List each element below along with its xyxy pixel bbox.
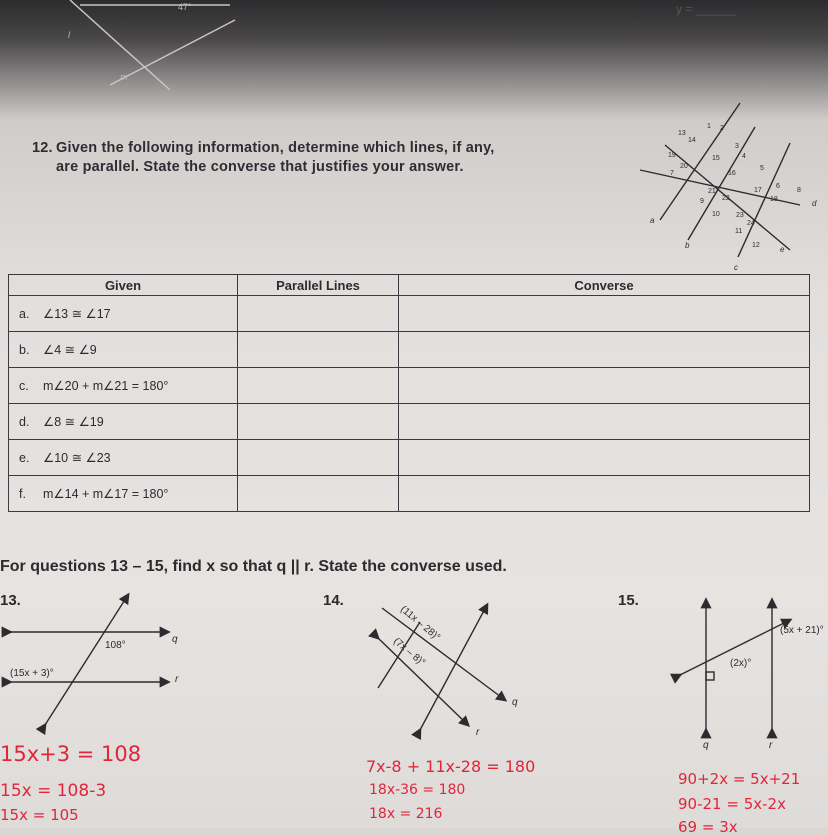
hw-q13-line2: 15x = 108-3	[0, 781, 107, 801]
q12-lines-diagram	[630, 95, 825, 275]
q15-label-r: r	[769, 740, 773, 750]
given-table	[8, 274, 810, 512]
row-label: b.	[19, 343, 30, 357]
angle-23: 23	[736, 212, 744, 219]
line-b	[688, 127, 755, 240]
question-12-line2: are parallel. State the converse that justifies your answer.	[56, 159, 464, 175]
angle-2: 2	[720, 125, 724, 132]
question-15-number: 15.	[618, 592, 639, 609]
hw-q15-line2: 90-21 = 5x-2x	[678, 795, 786, 813]
question-14-number: 14.	[323, 592, 344, 609]
angle-8: 8	[797, 187, 801, 194]
converse-cell[interactable]	[399, 332, 810, 368]
converse-cell[interactable]	[399, 476, 810, 512]
angle-22: 22	[722, 195, 730, 202]
given-text: ∠4 ≅ ∠9	[43, 343, 97, 357]
converse-cell[interactable]	[399, 296, 810, 332]
q14-label-r: r	[476, 727, 480, 738]
q13-transversal	[45, 595, 128, 725]
q15-angle-bottom: (2x)°	[730, 658, 752, 669]
given-text: ∠10 ≅ ∠23	[43, 451, 111, 465]
row-label: f.	[19, 487, 26, 501]
table-row	[9, 368, 810, 404]
angle-4: 4	[742, 153, 746, 160]
y-answer-blank: y = ______	[676, 2, 736, 16]
question-number: 12.	[32, 140, 53, 156]
table-row	[9, 440, 810, 476]
parallel-lines-cell[interactable]	[238, 476, 399, 512]
converse-cell[interactable]	[399, 440, 810, 476]
prev-angle-label: 47°	[178, 2, 192, 12]
angle-14: 14	[688, 137, 696, 144]
angle-18: 18	[770, 196, 778, 203]
table-row	[9, 296, 810, 332]
parallel-lines-cell[interactable]	[238, 440, 399, 476]
q14-angle-bottom: (7x – 8)°	[391, 635, 428, 669]
given-cell	[9, 368, 238, 404]
given-text: m∠20 + m∠21 = 180°	[43, 379, 169, 393]
hw-q15-line3: 69 = 3x	[678, 818, 738, 836]
angle-19: 19	[668, 152, 676, 159]
converse-cell[interactable]	[399, 368, 810, 404]
given-cell	[9, 476, 238, 512]
q13-angle-bottom: (15x + 3)°	[10, 668, 54, 679]
row-label: a.	[19, 307, 30, 321]
label-e: e	[780, 245, 785, 254]
given-text: ∠8 ≅ ∠19	[43, 415, 104, 429]
line-c	[738, 143, 790, 257]
angle-17: 17	[754, 187, 762, 194]
given-cell	[9, 332, 238, 368]
hw-q14-line1: 7x-8 + 11x-28 = 180	[366, 757, 536, 776]
row-label: d.	[19, 415, 30, 429]
angle-24: 24	[747, 220, 755, 227]
q14-line-q	[378, 635, 468, 725]
given-text: ∠13 ≅ ∠17	[43, 307, 111, 321]
given-cell	[9, 404, 238, 440]
angle-1: 1	[707, 123, 711, 130]
parallel-lines-cell[interactable]	[238, 368, 399, 404]
given-cell	[9, 440, 238, 476]
angle-3: 3	[735, 143, 739, 150]
question-13-number: 13.	[0, 592, 21, 609]
q15-right-angle	[706, 672, 714, 680]
prev-problem-diagram	[0, 0, 260, 100]
angle-9: 9	[700, 198, 704, 205]
header-given: Given	[9, 275, 238, 296]
questions-13-15-header: For questions 13 – 15, find x so that q || r. State the converse used.	[0, 558, 507, 575]
hw-q14-line2: 18x-36 = 180	[369, 782, 466, 798]
transversal-diagrams	[0, 580, 828, 750]
label-c: c	[734, 263, 738, 272]
angle-10: 10	[712, 211, 720, 218]
q15-angle-top: (5x + 21)°	[780, 625, 824, 636]
q14-label-q: q	[512, 697, 518, 708]
label-a: a	[650, 216, 655, 225]
parallel-lines-cell[interactable]	[238, 404, 399, 440]
q13-label-q: q	[172, 634, 178, 645]
q14-angle-top: (11x – 28)°	[398, 603, 443, 644]
angle-20: 20	[680, 163, 688, 170]
prev-label-m: m	[120, 72, 128, 82]
table-row	[9, 332, 810, 368]
angle-7: 7	[670, 170, 674, 177]
table-row	[9, 476, 810, 512]
given-text: m∠14 + m∠17 = 180°	[43, 487, 169, 501]
angle-6: 6	[776, 183, 780, 190]
hw-q13-line1: 15x+3 = 108	[0, 742, 142, 766]
angle-12: 12	[752, 242, 760, 249]
converse-cell[interactable]	[399, 404, 810, 440]
row-label: c.	[19, 379, 29, 393]
angle-16: 16	[728, 170, 736, 177]
question-12-line1: Given the following information, determine which lines, if any,	[56, 140, 495, 156]
angle-15: 15	[712, 155, 720, 162]
label-d: d	[812, 199, 817, 208]
q15-label-q: q	[703, 740, 709, 750]
parallel-lines-cell[interactable]	[238, 332, 399, 368]
label-b: b	[685, 241, 690, 250]
prev-label-l: l	[68, 30, 70, 40]
hw-q15-line1: 90+2x = 5x+21	[678, 770, 801, 788]
given-cell	[9, 296, 238, 332]
parallel-lines-cell[interactable]	[238, 296, 399, 332]
q13-angle-top: 108°	[105, 640, 126, 651]
row-label: e.	[19, 451, 30, 465]
table-row	[9, 404, 810, 440]
angle-13: 13	[678, 130, 686, 137]
angle-21: 21	[708, 188, 716, 195]
q13-label-r: r	[175, 674, 179, 685]
hw-q13-line3: 15x = 105	[0, 806, 79, 824]
angle-11: 11	[735, 228, 743, 235]
angle-5: 5	[760, 165, 764, 172]
hw-q14-line3: 18x = 216	[369, 806, 443, 822]
header-converse: Converse	[399, 275, 810, 296]
header-parallel-lines: Parallel Lines	[238, 275, 399, 296]
